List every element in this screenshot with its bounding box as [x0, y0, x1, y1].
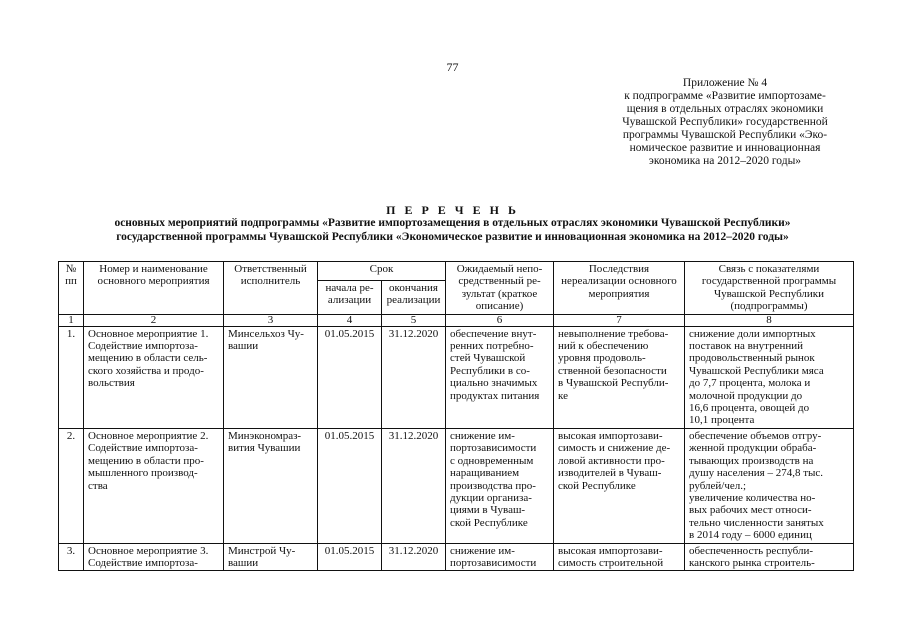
row-executor: Минстрой Чу- вашии: [224, 543, 318, 571]
table-row: [59, 428, 854, 543]
row-start-date: 01.05.2015: [318, 326, 382, 428]
row-number: 3.: [59, 543, 84, 571]
column-number: 6: [446, 314, 554, 326]
column-number: 7: [554, 314, 685, 326]
appendix-line: номическое развитие и инновационная: [629, 142, 821, 154]
row-link: снижение доли импортных поставок на внутренний продовольственный рынок Чувашской Республики мяса до 7,7 процента, молока и молочной продукции до 16,6 процента, овощей до 10,1 процента: [685, 326, 854, 428]
table-row: [59, 326, 854, 428]
row-consequences: невыполнение требова- ний к обеспечению уровня продоволь- ственной безопасности в Чувашской Республи- ке: [554, 326, 685, 428]
document-title: [0, 203, 905, 244]
header-term: Срок: [318, 262, 446, 281]
row-name: Основное мероприятие 3. Содействие импортоза-: [84, 543, 224, 571]
table-header-row: [59, 262, 854, 281]
row-number: 1.: [59, 326, 84, 428]
row-result: снижение им- портозависимости: [446, 543, 554, 571]
header-link: Связь с показателями государственной программы Чувашской Республики (подпрограммы): [685, 262, 854, 315]
row-end-date: 31.12.2020: [382, 428, 446, 543]
title-heading: П Е Р Е Ч Е Н Ь: [386, 203, 519, 217]
row-name: Основное мероприятие 2. Содействие импортоза- мещению в области про- мышленного производ- ства: [84, 428, 224, 543]
row-link: обеспеченность республи- канского рынка строитель-: [685, 543, 854, 571]
title-line-2: государственной программы Чувашской Республики «Экономическое развитие и инновационная экономика на 2012–2020 годы»: [116, 230, 789, 243]
measures-table: [58, 261, 854, 571]
column-number: 2: [84, 314, 224, 326]
row-executor: Минсельхоз Чу- вашии: [224, 326, 318, 428]
row-executor: Минэкономраз- вития Чувашии: [224, 428, 318, 543]
header-name: Номер и наименование основного мероприятия: [84, 262, 224, 315]
row-consequences: высокая импортозави- симость и снижение де- ловой активности про- изводителей в Чуваш- ской Республике: [554, 428, 685, 543]
page-number: 77: [446, 60, 459, 74]
row-start-date: 01.05.2015: [318, 428, 382, 543]
row-number: 2.: [59, 428, 84, 543]
column-number: 3: [224, 314, 318, 326]
row-consequences: высокая импортозави- симость строительной: [554, 543, 685, 571]
title-line-1: основных мероприятий подпрограммы «Развитие импортозамещения в отдельных отраслях экономики Чувашской Республики»: [114, 217, 791, 229]
appendix-line: Чувашской Республики» государственной: [622, 116, 828, 128]
appendix-line: экономика на 2012–2020 годы»: [648, 155, 802, 167]
column-numbers-row: [59, 314, 854, 326]
appendix-note: [600, 77, 850, 168]
row-end-date: 31.12.2020: [382, 326, 446, 428]
header-end: окончания реализации: [382, 280, 446, 314]
appendix-line: программы Чувашской Республики «Эко-: [622, 129, 828, 141]
row-result: обеспечение внут- ренних потребно- стей Чувашской Республики в со- циально значимых продуктах питания: [446, 326, 554, 428]
column-number: 8: [685, 314, 854, 326]
header-executor: Ответственный исполнитель: [224, 262, 318, 315]
column-number: 4: [318, 314, 382, 326]
appendix-line: Приложение № 4: [682, 77, 768, 89]
header-consequences: Последствия нереализации основного мероприятия: [554, 262, 685, 315]
header-result: Ожидаемый непо- средственный ре- зультат (краткое описание): [446, 262, 554, 315]
column-number: 1: [59, 314, 84, 326]
row-start-date: 01.05.2015: [318, 543, 382, 571]
row-end-date: 31.12.2020: [382, 543, 446, 571]
row-link: обеспечение объемов отгру- женной продукции обраба- тывающих производств на душу населения – 274,8 тыс. рублей/чел.; увеличение количества но- вых рабочих мест относи- тельно численности занятых в 2014 году – 6000 единиц: [685, 428, 854, 543]
appendix-line: к подпрограмме «Развитие импортозаме-: [624, 90, 826, 102]
table-row: [59, 543, 854, 571]
row-name: Основное мероприятие 1. Содействие импортоза- мещению в области сель- ского хозяйства и продо- вольствия: [84, 326, 224, 428]
column-number: 5: [382, 314, 446, 326]
appendix-line: щения в отдельных отраслях экономики: [626, 103, 824, 115]
row-result: снижение им- портозависимости с одновременным наращиванием производства про- дукции организа- циями в Чуваш- ской Республике: [446, 428, 554, 543]
header-start: начала ре- ализации: [318, 280, 382, 314]
header-num: № пп: [59, 262, 84, 315]
